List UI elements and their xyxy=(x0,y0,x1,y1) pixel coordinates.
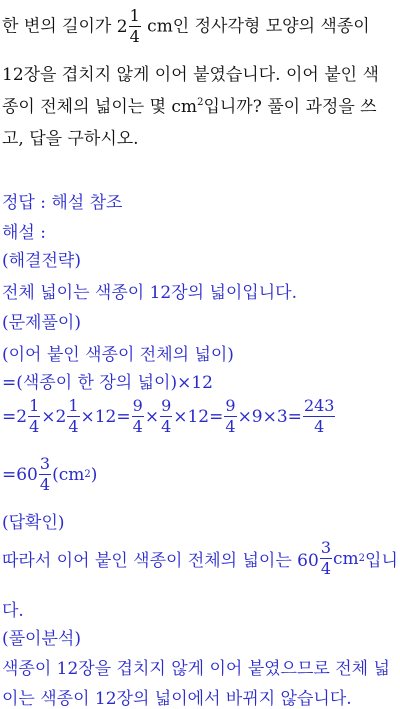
solution-label: (문제풀이) xyxy=(2,313,81,333)
fraction: 3 4 xyxy=(39,454,51,494)
problem-text: cm인 정사각형 모양의 색종이 xyxy=(141,16,370,37)
fraction: 3 4 xyxy=(320,538,331,578)
fraction: $\frac{9}{4}$ xyxy=(132,396,143,436)
fraction: $\frac{1}{4}$ xyxy=(68,396,79,436)
answer-line: 정답 : 해설 참조 xyxy=(2,193,123,213)
problem-text: 한 변의 길이가 xyxy=(2,16,117,37)
fraction: 1 4 xyxy=(129,6,140,46)
analysis-line-2: 이는 색종이 12장의 넓이에서 바뀌지 않습니다. xyxy=(2,689,352,709)
solution-line-2: =(색종이 한 장의 넓이)×12 xyxy=(2,373,213,393)
solution-line-1: (이어 붙인 색종이 전체의 넓이) xyxy=(2,345,234,365)
problem-line-4: 고, 답을 구하시오. xyxy=(2,129,139,149)
superscript: 2 xyxy=(197,97,204,108)
problem-line-1 xyxy=(2,8,370,45)
fraction: $\frac{9}{4}$ xyxy=(225,396,236,436)
fraction: $\frac{9}{4}$ xyxy=(161,396,172,436)
explanation-label: 해설 : xyxy=(2,223,46,243)
strategy-text: 전체 넓이는 색종이 12장의 넓이입니다. xyxy=(2,283,297,303)
check-label: (답확인) xyxy=(2,513,65,533)
analysis-line-1: 색종이 12장을 겹치지 않게 이어 붙였으므로 전체 넓 xyxy=(2,659,390,679)
fraction: $\frac{1}{4}$ xyxy=(29,396,40,436)
result-line: =60 3 4 (cm 2 ) xyxy=(2,454,98,494)
check-line-2: 다. xyxy=(2,601,24,621)
fraction: $\frac{243}{4}$ xyxy=(303,396,335,436)
problem-line-3: 종이 전체의 넓이는 몇 $cm^2$입니까? 풀이 과정을 쓰 xyxy=(2,97,377,117)
analysis-label: (풀이분석) xyxy=(2,629,81,649)
problem-line-2: 12장을 겹치지 않게 이어 붙였습니다. 이어 붙인 색 xyxy=(2,65,379,85)
strategy-label: (해결전략) xyxy=(2,251,81,271)
check-line-1: 따라서 이어 붙인 색종이 전체의 넓이는 60 3 4 cm 2 입니 xyxy=(2,538,398,578)
equation-line: =2 $\frac{1}{4}$ ×2 $\frac{1}{4}$ ×12= $\frac{9}{4}$ × $\frac{9}{4}$ ×12= $\frac{9}{4}$ ×9×3= $\frac{243}{4}$ xyxy=(2,396,335,436)
mixed-number: 2 1 4 xyxy=(116,6,140,46)
